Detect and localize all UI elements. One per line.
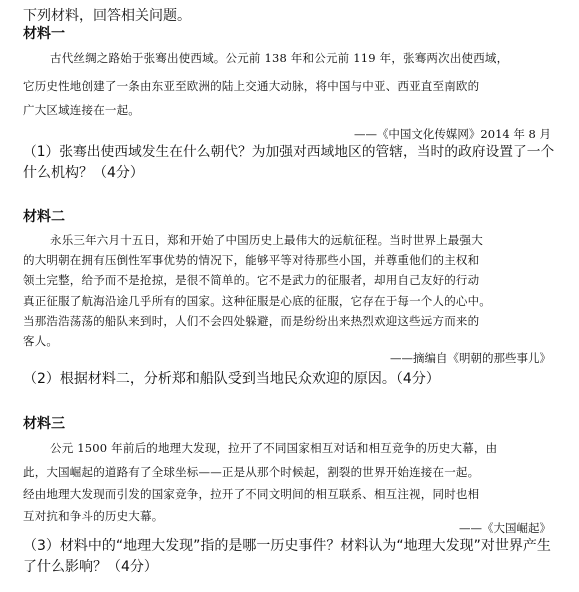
question-3-line-1: （3）材料中的“地理大发现”指的是哪一历史事件？材料认为“地理大发现”对世界产生 bbox=[23, 538, 551, 554]
material-1-line-3: 广大区域连接在一起。 bbox=[23, 103, 140, 117]
question-2: （2）根据材料二，分析郑和船队受到当地民众欢迎的原因。（4分） bbox=[23, 371, 440, 387]
material-1-title: 材料一 bbox=[23, 26, 65, 42]
material-3-line-3: 经由地理大发现而引发的国家竞争，拉开了不同文明间的相互联系、相互注视，同时也相 bbox=[23, 487, 480, 501]
material-2-title: 材料二 bbox=[23, 209, 65, 225]
material-2-line-5: 当那浩浩荡荡的船队来到时，人们不会四处躲避，而是纷纷出来热烈欢迎这些远方而来的 bbox=[23, 314, 480, 328]
material-2-line-1: 永乐三年六月十五日，郑和开始了中国历史上最伟大的远航征程。当时世界上最强大 bbox=[50, 233, 483, 247]
question-1-line-1: （1）张骞出使西域发生在什么朝代？为加强对西域地区的管辖，当时的政府设置了一个 bbox=[23, 144, 555, 160]
material-2-line-6: 客人。 bbox=[23, 334, 59, 348]
material-3-source: ——《大国崛起》 bbox=[459, 521, 551, 535]
intro-text: 下列材料，回答相关问题。 bbox=[23, 8, 191, 24]
material-1-source: ——《中国文化传媒网》2014 年 8 月 bbox=[353, 127, 551, 141]
material-2-source: ——摘编自《明朝的那些事儿》 bbox=[390, 351, 551, 365]
material-3-line-2: 此，大国崛起的道路有了全球坐标——正是从那个时候起，割裂的世界开始连接在一起。 bbox=[23, 465, 480, 479]
material-1-line-1: 古代丝绸之路始于张骞出使西域。公元前 138 年和公元前 119 年，张骞两次出使西域， bbox=[50, 51, 509, 65]
material-1-line-2: 它历史性地创建了一条由东亚至欧洲的陆上交通大动脉，将中国与中亚、西亚直至南欧的 bbox=[23, 79, 480, 93]
material-2-line-4: 真正征服了航海沿途几乎所有的国家。这种征服是心底的征服，它存在于每一个人的心中。 bbox=[23, 294, 491, 308]
question-1-line-2: 什么机构？（4分） bbox=[23, 165, 144, 181]
material-3-title: 材料三 bbox=[23, 416, 65, 432]
material-3-line-1: 公元 1500 年前后的地理大发现，拉开了不同国家相互对话和相互竞争的历史大幕，由 bbox=[50, 441, 498, 455]
material-2-line-2: 的大明朝在拥有压倒性军事优势的情况下，能够平等对待那些小国，并尊重他们的主权和 bbox=[23, 253, 480, 267]
question-3-line-2: 了什么影响？（4分） bbox=[23, 559, 158, 575]
material-3-line-4: 互对抗和争斗的历史大幕。 bbox=[23, 509, 164, 523]
material-2-line-3: 领土完整，给予而不是抢掠，是很不简单的。它不是武力的征服者，却用自己友好的行动 bbox=[23, 273, 480, 287]
